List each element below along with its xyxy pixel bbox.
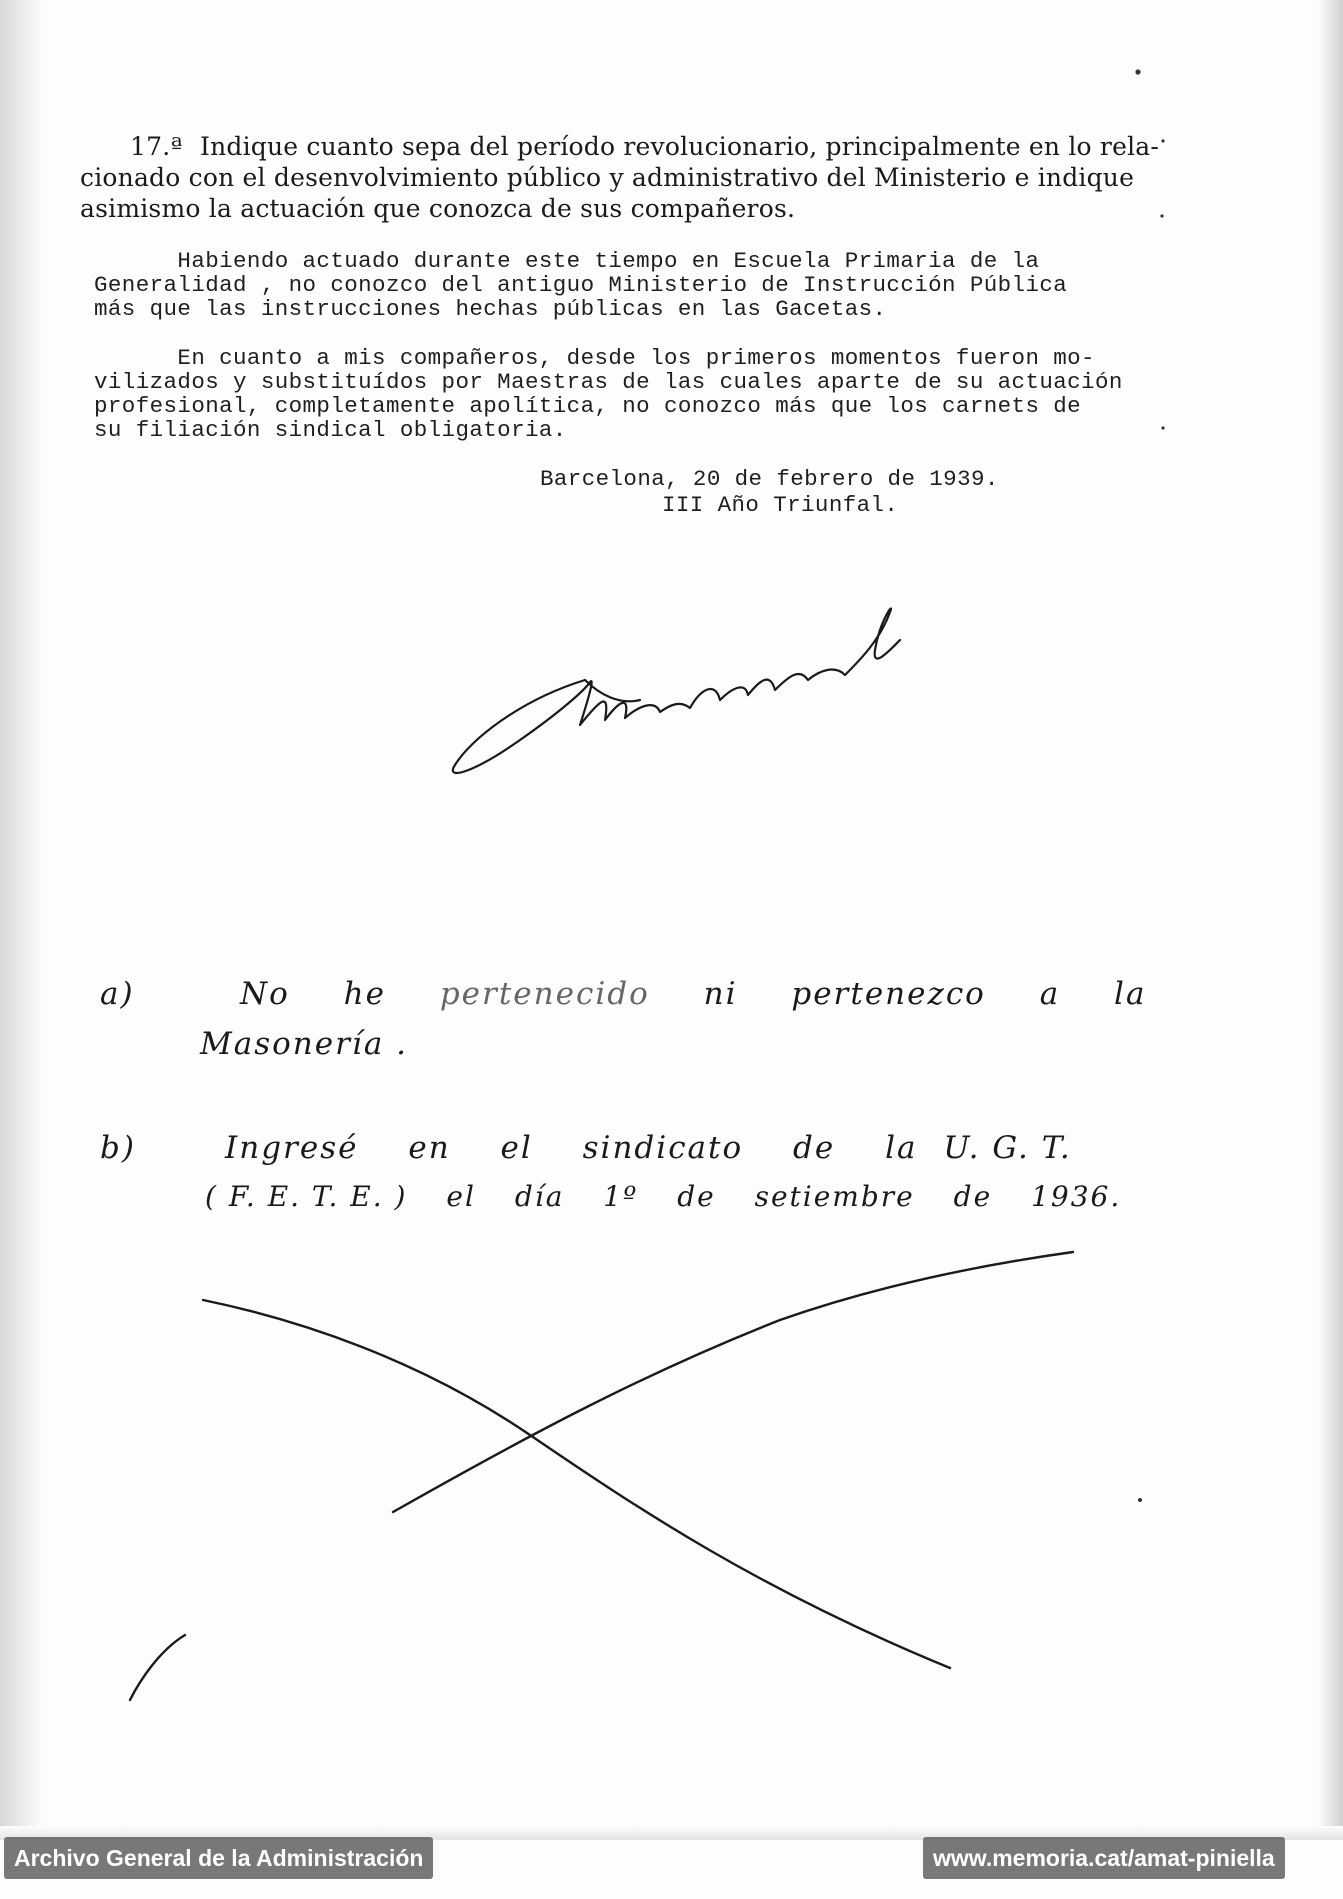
answer-p2-line-1: En cuanto a mis compañeros, desde los primeros momentos fueron mo-	[94, 345, 1095, 371]
question-line-2: cionado con el desenvolvimiento público y administrativo del Ministerio e indique	[80, 163, 1135, 192]
answer-p1-line-2: Generalidad , no conozco del antiguo Ministerio de Instrucción Pública	[94, 272, 1068, 298]
answer-b-word: Ingresé	[225, 1130, 359, 1166]
answer-a-line-2: Masonería .	[200, 1026, 409, 1062]
answer-p2-line-2: vilizados y substituídos por Maestras de las cuales aparte de su actuación	[94, 369, 1123, 395]
footer-archive-label: Archivo General de la Administración	[4, 1837, 433, 1879]
era-line: III Año Triunfal.	[662, 492, 899, 518]
answer-b-word: 1º	[603, 1180, 639, 1213]
question-number: 17.ª	[130, 132, 183, 161]
answer-a-word: he	[343, 976, 386, 1012]
answer-a-word: ni	[703, 976, 738, 1012]
answer-a-word: No	[240, 976, 290, 1012]
place-date: Barcelona, 20 de febrero de 1939.	[540, 466, 999, 492]
answer-b-word: ( F. E. T. E. )	[205, 1180, 408, 1213]
answer-b-word: de	[793, 1130, 836, 1166]
footer-website-label: www.memoria.cat/amat-piniella	[923, 1837, 1285, 1879]
answer-b-word: 1936.	[1031, 1180, 1122, 1213]
answer-p2-line-4: su filiación sindical obligatoria.	[94, 417, 567, 443]
answer-b-word: de	[953, 1180, 993, 1213]
answer-b-word: setiembre	[754, 1180, 915, 1213]
answer-a-word: pertenezco	[791, 976, 986, 1012]
answer-b-word: la	[885, 1130, 918, 1166]
answer-p1-line-1: Habiendo actuado durante este tiempo en Escuela Primaria de la	[94, 248, 1040, 274]
answer-a-label: a)	[100, 976, 135, 1012]
question-line-3: asimismo la actuación que conozca de sus compañeros.	[80, 194, 796, 223]
answer-b-word: el	[500, 1130, 533, 1166]
answer-p1-line-3: más que las instrucciones hechas públicas en las Gacetas.	[94, 296, 887, 322]
answer-b-word: sindicato	[582, 1130, 744, 1166]
answer-b-label: b)	[100, 1130, 136, 1166]
answer-a-word: pertenecido	[439, 976, 650, 1012]
answer-b-word: de	[677, 1180, 716, 1213]
answer-b-word: el	[446, 1180, 476, 1213]
answer-b-word: U. G. T.	[943, 1130, 1072, 1166]
answer-b-word: día	[514, 1180, 565, 1213]
answer-a-word: la	[1114, 976, 1147, 1012]
answer-p2-line-3: profesional, completamente apolítica, no conozco más que los carnets de	[94, 393, 1082, 419]
question-line-1: Indique cuanto sepa del período revolucionario, principalmente en lo rela-	[200, 132, 1160, 161]
answer-b-word: en	[408, 1130, 451, 1166]
answer-a-word: a	[1039, 976, 1061, 1012]
